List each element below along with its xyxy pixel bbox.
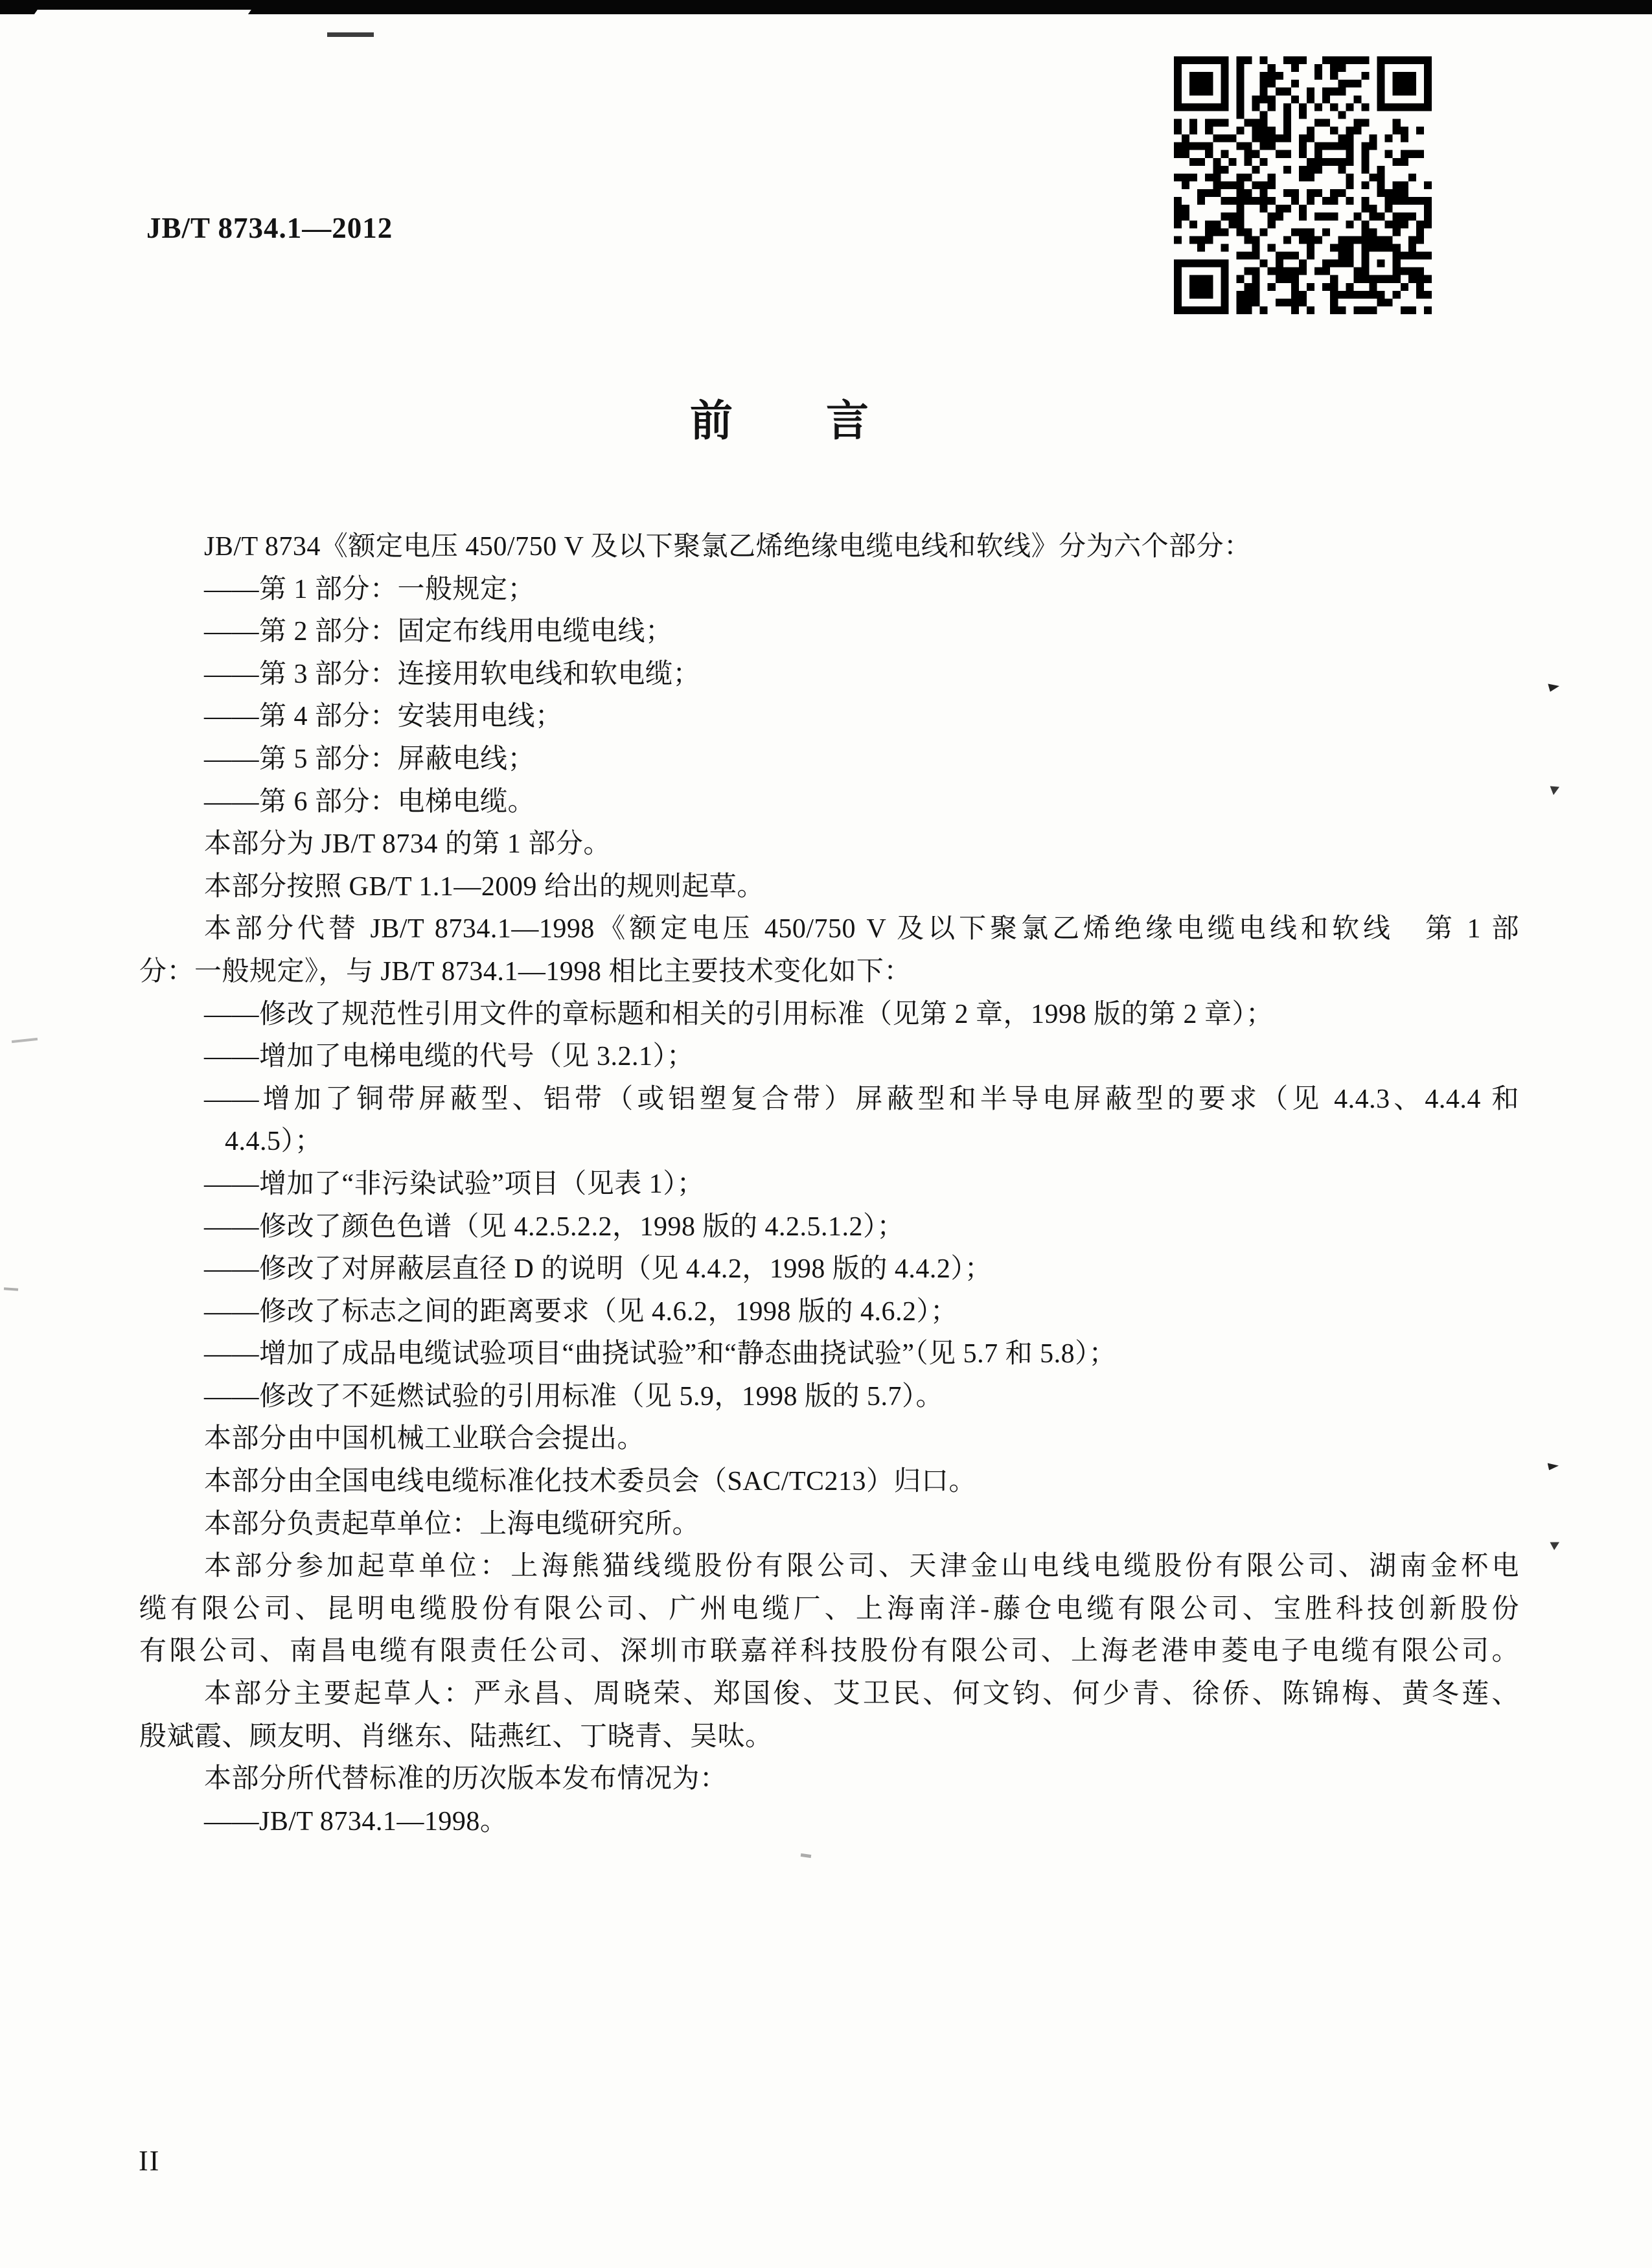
body-line: 本部分由全国电线电缆标准化技术委员会（SAC/TC213）归口。 (204, 1467, 977, 1497)
body-line: ——修改了对屏蔽层直径 D 的说明（见 4.4.2，1998 版的 4.4.2）； (204, 1254, 992, 1285)
scan-top-bar-notch (34, 10, 251, 15)
body-line: ——增加了“非污染试验”项目（见表 1）； (204, 1169, 705, 1199)
body-line: ——增加了成品电缆试验项目“曲挠试验”和“静态曲挠试验”（见 5.7 和 5.8）； (204, 1339, 1117, 1369)
body-line: ——修改了颜色色谱（见 4.2.5.2.2，1998 版的 4.2.5.1.2）； (204, 1211, 905, 1242)
foreword-title: 前 言 (690, 396, 871, 446)
body-line: ——JB/T 8734.1—1998。 (204, 1806, 508, 1837)
body-line: ——第 6 部分：电梯电缆。 (204, 786, 536, 817)
body-line: 本部分按照 GB/T 1.1—2009 给出的规则起草。 (204, 871, 764, 902)
page-number: II (139, 2145, 161, 2177)
body-line: ——修改了不延燃试验的引用标准（见 5.9，1998 版的 5.7）。 (204, 1381, 944, 1412)
body-line: JB/T 8734《额定电压 450/750 V 及以下聚氯乙烯绝缘电缆电线和软线》分为六个部分： (204, 532, 1252, 562)
scan-speck (801, 1853, 812, 1858)
body-line: ——增加了电梯电缆的代号（见 3.2.1）； (204, 1042, 694, 1072)
scan-artifact-dash (327, 32, 374, 37)
body-line: 本部分代替 JB/T 8734.1—1998《额定电压 450/750 V 及以下聚氯乙烯绝缘电缆电线和软线 第 1 部 (204, 914, 1519, 945)
body-line: 本部分参加起草单位：上海熊猫线缆股份有限公司、天津金山电线电缆股份有限公司、湖南金杯电 (204, 1552, 1519, 1582)
scan-speck (1548, 785, 1561, 796)
body-line: 4.4.5）； (225, 1127, 323, 1157)
body-line: ——第 5 部分：屏蔽电线； (204, 744, 536, 774)
body-line: 本部分所代替标准的历次版本发布情况为： (204, 1764, 728, 1794)
standard-number: JB/T 8734.1—2012 (146, 212, 393, 244)
qr-code (1174, 52, 1432, 319)
body-line: 有限公司、南昌电缆有限责任公司、深圳市联嘉祥科技股份有限公司、上海老港申菱电子电缆有限公司。 (139, 1636, 1519, 1667)
body-line: 本部分为 JB/T 8734 的第 1 部分。 (204, 829, 611, 860)
body-line: 殷斌霞、顾友明、肖继东、陆燕红、丁晓青、吴呔。 (139, 1721, 773, 1752)
scan-speck (1548, 681, 1560, 692)
scan-speck (1549, 1541, 1561, 1550)
body-line: ——第 4 部分：安装用电线； (204, 702, 563, 732)
body-line: ——修改了标志之间的距离要求（见 4.6.2，1998 版的 4.6.2）； (204, 1296, 958, 1327)
body-line: 分：一般规定》，与 JB/T 8734.1—1998 相比主要技术变化如下： (139, 956, 912, 987)
body-line: 缆有限公司、昆明电缆股份有限公司、广州电缆厂、上海南洋-藤仓电缆有限公司、宝胜科技创新股份 (139, 1594, 1519, 1624)
body-line: ——修改了规范性引用文件的章标题和相关的引用标准（见第 2 章，1998 版的第 2 章）； (204, 999, 1274, 1029)
body-line: ——第 1 部分：一般规定； (204, 574, 536, 604)
scan-speck (12, 1038, 38, 1043)
scan-speck (4, 1287, 18, 1291)
body-line: ——增加了铜带屏蔽型、铝带（或铝塑复合带）屏蔽型和半导电屏蔽型的要求（见 4.4.3、4.4.4 和 (204, 1084, 1519, 1114)
body-line: 本部分负责起草单位：上海电缆研究所。 (204, 1509, 700, 1539)
foreword-body (139, 526, 1519, 1843)
body-line: ——第 3 部分：连接用软电线和软电缆； (204, 659, 701, 689)
body-line: 本部分由中国机械工业联合会提出。 (204, 1424, 645, 1454)
body-line: 本部分主要起草人：严永昌、周晓荣、郑国俊、艾卫民、何文钧、何少青、徐侨、陈锦梅、黄冬莲、 (204, 1679, 1519, 1710)
scan-speck (1548, 1461, 1559, 1470)
scan-top-bar (0, 0, 1652, 14)
body-line: ——第 2 部分：固定布线用电缆电线； (204, 617, 673, 647)
